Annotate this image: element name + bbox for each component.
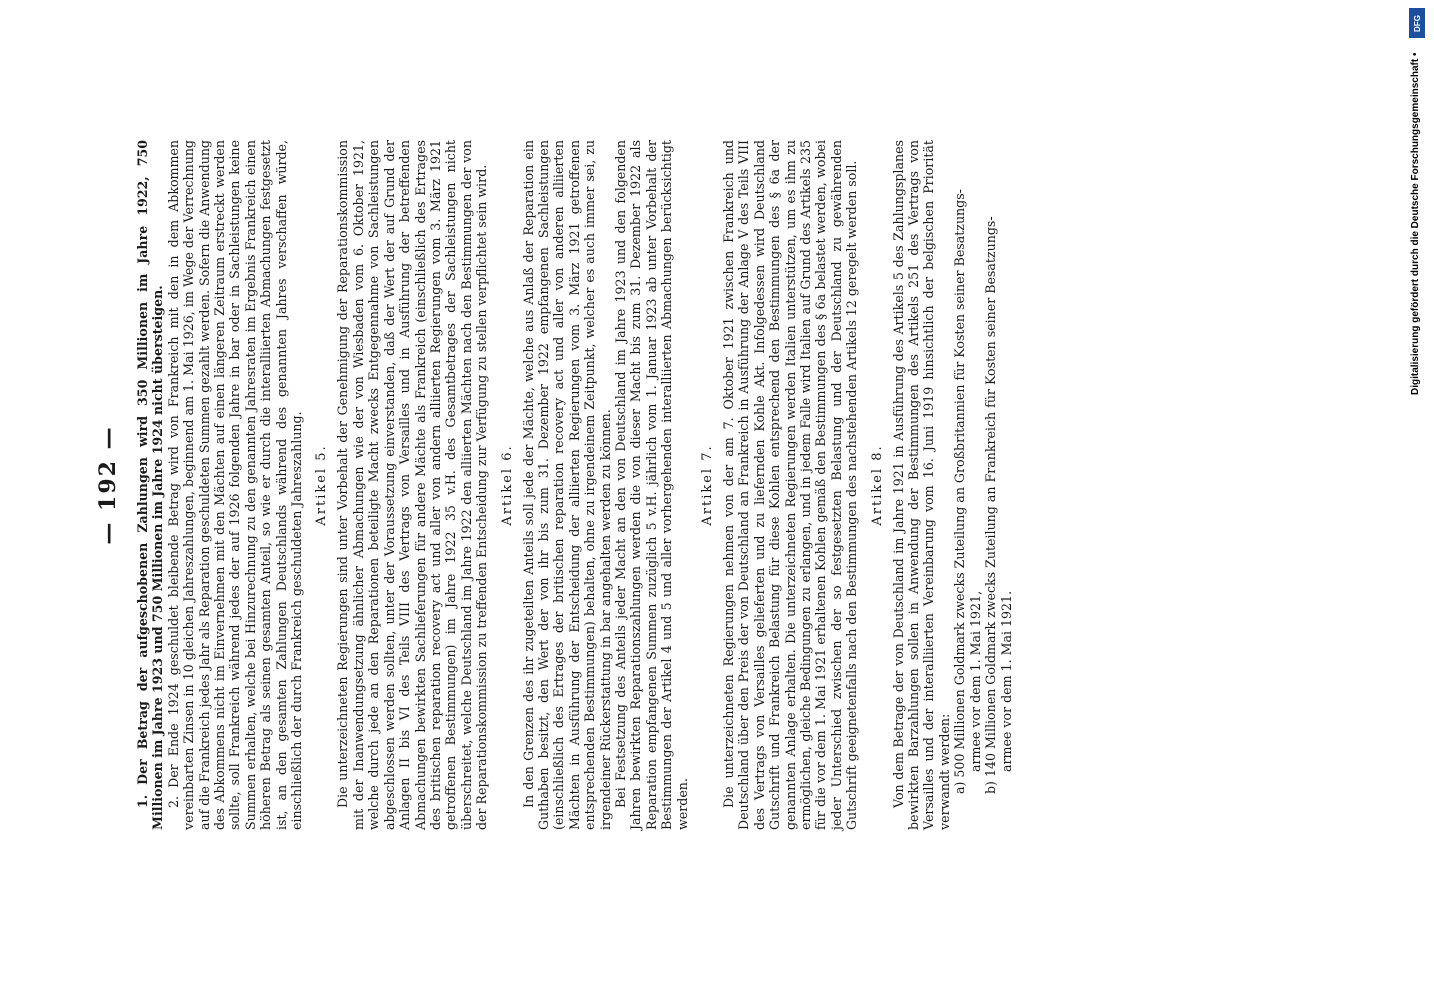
article-5-heading: Artikel 5. [314,444,330,526]
article-8-item-a: a) 500 Millionen Goldmark zwecks Zuteilung an Großbritannien für Kosten seiner Besatzungs- [952,189,968,794]
article-6-paragraph-2: Bei Festsetzung des Anteils jeder Macht an den von Deutschland im Jahre 1923 und den folgenden Jahren bewirkten Reparationszahlungen werden die von dieser Macht bis zum 31. Dezember 1922 als Reparation empfangenen Summen zuzüglich 5 v.H. jährlich vom 1. Januar 1923 ab unter Vorbehalt der Bestimmungen der Artikel 4 und 5 und aller vorhergehenden interalliierten Abmachungen berücksichtigt werden. [612,140,690,830]
paragraph-1: 1. Der Betrag der aufgeschobenen Zahlungen wird 350 Millionen im Jahre 1922, 750 Millionen im Jahre 1923 und 750 Millionen im Jahre 1924 nicht übersteigen. [135,140,166,830]
article-8-heading: Artikel 8. [869,444,885,526]
article-7-heading: Artikel 7. [700,444,715,526]
watermark-text: Digitalisierung gefördert durch die Deutsche Forschungsgemeinschaft • [1410,52,1421,395]
page-number: — 192 — [95,425,121,545]
paragraph-2: 2. Der Ende 1924 geschuldet bleibende Betrag wird von Frankreich mit den in dem Abkommen vereinbarten Zinsen in 10 gleichen Jahreszahlungen, beginnend am 1. Mai 1926, im Wege der Verrechnung auf die Frankreich jedes Jahr als Reparation geschuldeten Summen gezahlt werden. Sofern die Anwendung des Abkommens nicht im Einvernehmen mit den Mächten auf einen längeren Zeitraum erstreckt werden sollte, soll Frankreich während jedes der auf 1926 folgenden Jahre in bar oder in Sachleistungen keine Summen erhalten, welche bei Hinzurechnung zu den genannten Jahresraten im Ergebnis Frankreich einen höheren Betrag als seinen gesamten Anteil, so wie er durch die interalliierten Abmachungen festgesetzt ist, an den gesamten Zahlungen Deutschlands während des genannten Jahres verschaffen würde, einschließlich der durch Frankreich geschuldeten Jahreszahlung. [165,140,305,830]
article-8-item-b: b) 140 Millionen Goldmark zwecks Zuteilung an Frankreich für Kosten seiner Besatzungs- [983,216,999,794]
article-8-item-a-cont: armee vor dem 1. Mai 1921, [967,590,983,772]
article-8-text: Von dem Betrage der von Deutschland im Jahre 1921 in Ausführung des Artikels 5 des Zahlungsplanes bewirkten Barzahlungen sollen in Anwendung der Bestimmungen des Artikels 251 des Vertrags von Versailles und der interalliierten Vereinbarung vom 16. Juni 1919 hinsichtlich der belgischen Priorität verwandt werden: [890,140,952,830]
article-5-text: Die unterzeichneten Regierungen sind unter Vorbehalt der Genehmigung der Reparationskommission mit der Inanwendungsetzung ähnlicher Abmachungen wie der von Wiesbaden vom 6. Oktober 1921, welche durch jede an den Reparationen beteiligte Macht zwecks Entgegennahme von Sachleistungen abgeschlossen werden sollten, unter der Voraussetzung einverstanden, daß der Wert der auf Grund der Anlagen II bis VI des Teils VIII des Vertrags von Versailles und in Ausführung der betreffenden Abmachungen bewirkten Sachlieferungen für andere Mächte als Frankreich (einschließlich des Ertrages des britischen reparation recovery act und aller von andern alliierten Regierungen vom 3. März 1921 getroffenen Bestimmungen) im Jahre 1922 35 v.H. des Gesamtbetrages der Sachleistungen nicht überschreitet, welche Deutschland im Jahre 1922 den alliierten Mächten nach den Bestimmungen der von der Reparationskommission zu treffenden Entscheidung zur Verfügung zu stellen verpflichtet sein wird. [335,140,490,830]
article-8-item-b-cont: armee vor dem 1. Mai 1921. [998,590,1014,772]
digitization-watermark [1400,0,1434,1000]
scanned-page [95,140,1155,830]
article-6-heading: Artikel 6. [499,444,515,526]
article-6-paragraph-1: In den Grenzen des ihr zugeteilten Anteils soll jede der Mächte, welche aus Anlaß der Reparation ein Guthaben besitzt, den Wert der von ihr bis zum 31. Dezember 1922 empfangenen Sachleistungen (einschließlich des Ertrages der britischen reparation recovery act und aller von anderen alliierten Mächten in Ausführung der Entscheidung der alliierten Regierungen vom 3. März 1921 getroffenen entsprechenden Bestimmungen) behalten, ohne zu irgendeinem Zeitpunkt, welcher es auch immer sei, zu irgendeiner Rückerstattung in bar angehalten werden zu können. [520,140,613,830]
dfg-logo-icon: DFG [1409,8,1425,38]
article-7-text: Die unterzeichneten Regierungen nehmen von der am 7. Oktober 1921 zwischen Frankreich und Deutschland über den Preis der von Deutschland an Frankreich in Ausführung der Anlage V des Teils VIII des Vertrags von Versailles gelieferten und zu liefernden Kohle Akt. Infolgedessen wird Deutschland Gutschrift und Frankreich Belastung für diese Kohlen entsprechend den Bestimmungen des § 6a der genannten Anlage erhalten. Die unterzeichneten Regierungen werden Italien unterstützen, um es ihm zu ermöglichen, gleiche Bedingungen zu erlangen, und in jedem Falle wird Italien auf Grund des Artikels 235 für die vor dem 1. Mai 1921 erhaltenen Kohlen gemäß den Bestimmungen des § 6a belastet werden, wobei jeder Unterschied zwischen der so festgesetzten Belastung und der Deutschland zu gewährenden Gutschrift geeignetenfalls nach den Bestimmungen des nachstehenden Artikels 12 geregelt werden soll. [721,140,860,830]
